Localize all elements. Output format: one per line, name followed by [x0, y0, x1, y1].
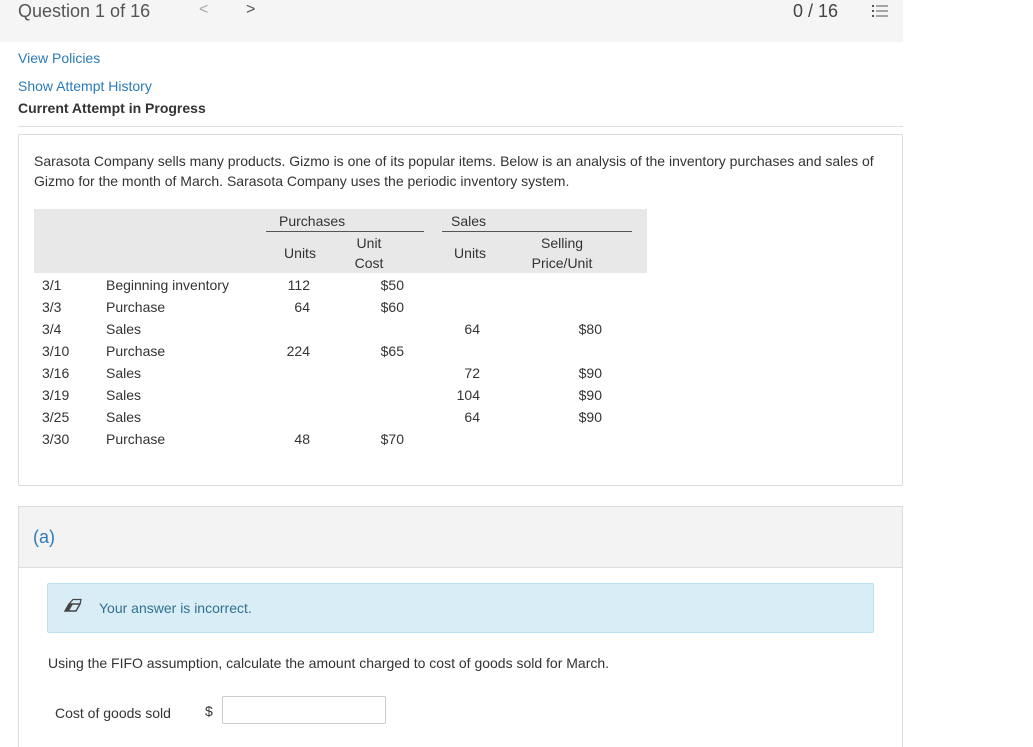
purchases-units-header: Units [284, 245, 316, 261]
cogs-input[interactable] [222, 696, 386, 724]
row-description: Sales [106, 387, 142, 403]
row-purchase-units: 64 [294, 299, 310, 315]
problem-statement: Sarasota Company sells many products. Gizmo is one of its popular items. Below is an analysis of the inventory purchases and sales of Gizmo for the month of March. Sarasota Company uses the periodic inventory system. [34, 153, 874, 189]
row-purchase-units: 112 [287, 277, 310, 293]
question-counter: Question 1 of 16 [18, 1, 151, 21]
part-a-label: (a) [33, 527, 55, 547]
currency-symbol: $ [205, 703, 213, 719]
row-description: Purchase [106, 299, 166, 315]
row-description: Sales [106, 321, 142, 337]
attempt-links [18, 44, 152, 100]
row-unit-cost: $65 [380, 343, 404, 359]
eraser-icon [62, 598, 82, 614]
row-unit-cost: $50 [380, 277, 404, 293]
row-selling-price: $90 [578, 409, 602, 425]
row-unit-cost: $60 [380, 299, 404, 315]
row-selling-price: $90 [578, 365, 602, 381]
show-attempt-history-link[interactable]: Show Attempt History [18, 78, 152, 94]
view-policies-link[interactable]: View Policies [18, 50, 101, 66]
table-row [34, 431, 654, 453]
feedback-banner [47, 583, 874, 633]
row-date: 3/25 [42, 409, 70, 425]
row-description: Purchase [106, 343, 166, 359]
row-date: 3/10 [42, 343, 70, 359]
sales-underline [442, 231, 632, 232]
table-row [34, 343, 654, 365]
cogs-label: Cost of goods sold [55, 705, 171, 721]
table-row [34, 299, 654, 321]
part-a-instruction: Using the FIFO assumption, calculate the amount charged to cost of goods sold for March. [48, 655, 610, 671]
selling-price-header-line2: Price/Unit [531, 255, 593, 271]
row-description: Sales [106, 365, 142, 381]
prev-question-button[interactable]: < [199, 1, 209, 18]
next-question-button[interactable]: > [246, 1, 256, 18]
attempt-status: Current Attempt in Progress [18, 100, 206, 116]
selling-price-header [522, 233, 602, 273]
row-unit-cost: $70 [380, 431, 404, 447]
row-sales-units: 104 [456, 387, 480, 403]
problem-panel [18, 134, 903, 486]
table-row [34, 321, 654, 343]
purchases-group-header: Purchases [279, 213, 346, 229]
part-a-header [19, 507, 902, 568]
purchases-underline [266, 231, 424, 232]
table-header [34, 209, 647, 273]
sales-group-header: Sales [451, 213, 487, 229]
table-row [34, 365, 654, 387]
row-purchase-units: 48 [294, 431, 310, 447]
row-date: 3/16 [42, 365, 70, 381]
score: 0 / 16 [793, 1, 839, 21]
table-row [34, 409, 654, 431]
row-date: 3/3 [42, 299, 62, 315]
row-sales-units: 64 [464, 409, 480, 425]
unit-cost-header-line1: Unit [356, 235, 382, 251]
unit-cost-header-line2: Cost [354, 255, 384, 271]
selling-price-header-line1: Selling [540, 235, 584, 251]
row-description: Sales [106, 409, 142, 425]
row-date: 3/1 [42, 277, 62, 293]
row-purchase-units: 224 [286, 343, 310, 359]
divider [18, 126, 903, 127]
row-date: 3/19 [42, 387, 70, 403]
feedback-text: Your answer is incorrect. [99, 600, 252, 616]
row-date: 3/4 [42, 321, 62, 337]
row-selling-price: $90 [578, 387, 602, 403]
row-date: 3/30 [42, 431, 70, 447]
row-description: Purchase [106, 431, 166, 447]
table-row [34, 387, 654, 409]
question-header [0, 0, 903, 42]
row-selling-price: $80 [578, 321, 602, 337]
table-row [34, 277, 654, 299]
list-icon[interactable] [872, 4, 888, 18]
row-description: Beginning inventory [106, 277, 229, 293]
row-sales-units: 64 [464, 321, 480, 337]
sales-units-header: Units [454, 245, 486, 261]
row-sales-units: 72 [464, 365, 480, 381]
part-a-panel [18, 506, 903, 747]
unit-cost-header [342, 233, 396, 273]
